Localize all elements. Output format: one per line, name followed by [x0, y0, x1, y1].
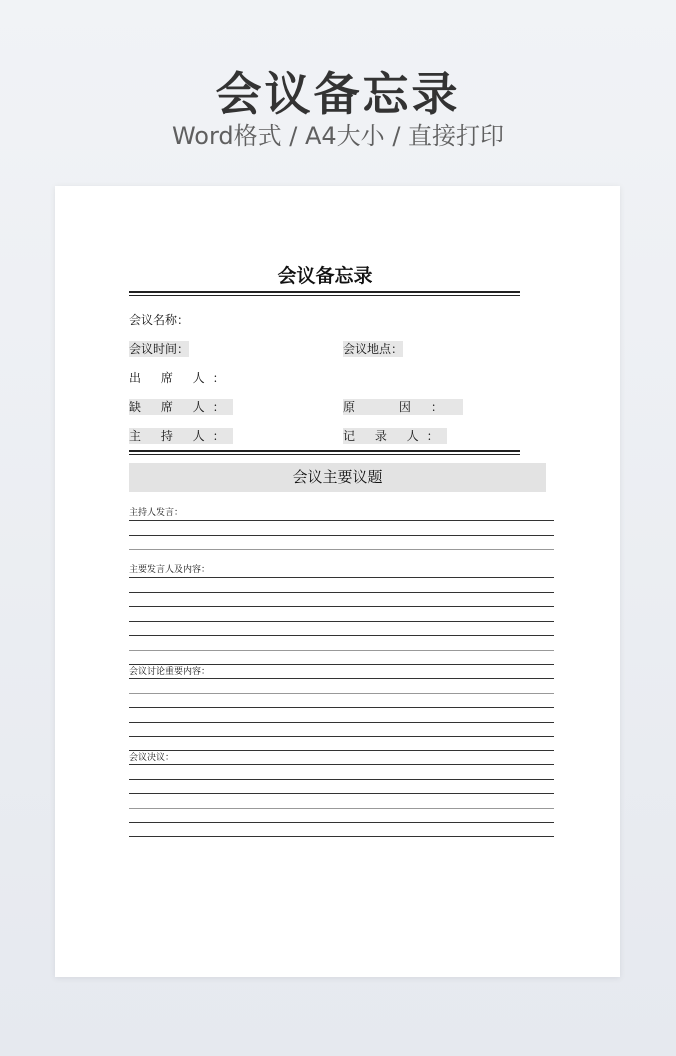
writing-line[interactable]	[129, 693, 554, 694]
absentees-field[interactable]	[129, 399, 233, 415]
document-page	[55, 186, 620, 977]
writing-line[interactable]	[129, 577, 554, 578]
writing-line[interactable]	[129, 822, 554, 823]
writing-line[interactable]	[129, 520, 554, 521]
fields-double-rule	[129, 450, 520, 455]
writing-line[interactable]	[129, 621, 554, 622]
attendees-field[interactable]	[129, 370, 233, 386]
writing-line[interactable]	[129, 736, 554, 737]
writing-line[interactable]	[129, 707, 554, 708]
page-subtitle: Word格式 / A4大小 / 直接打印	[171, 122, 505, 150]
meeting-place-field[interactable]	[343, 341, 403, 357]
meeting-name-field[interactable]	[129, 312, 189, 328]
writing-line[interactable]	[129, 606, 554, 607]
writing-line[interactable]	[129, 764, 554, 765]
absentees-label: 缺 席 人：	[129, 400, 233, 414]
host-speech-label: 主持人发言：	[129, 508, 184, 518]
page-title: 会议备忘录	[215, 67, 461, 121]
meeting-name-label: 会议名称：	[129, 313, 190, 327]
writing-line[interactable]	[129, 592, 554, 593]
title-double-rule	[129, 291, 520, 296]
writing-line[interactable]	[129, 678, 554, 679]
writing-line[interactable]	[129, 722, 554, 723]
meeting-place-label: 会议地点：	[343, 342, 404, 356]
meeting-time-label: 会议时间：	[129, 342, 190, 356]
writing-line[interactable]	[129, 635, 554, 636]
reason-label: 原 因：	[343, 400, 463, 414]
writing-line[interactable]	[129, 750, 554, 751]
discussion-label: 会议讨论重要内容：	[129, 667, 211, 677]
resolution-label: 会议决议：	[129, 753, 175, 763]
main-speakers-label: 主要发言人及内容：	[129, 565, 211, 575]
attendees-label: 出 席 人：	[129, 371, 233, 385]
recorder-label: 记 录 人：	[343, 429, 447, 443]
writing-line[interactable]	[129, 549, 554, 550]
writing-line[interactable]	[129, 650, 554, 651]
writing-line[interactable]	[129, 664, 554, 665]
recorder-field[interactable]	[343, 428, 447, 444]
meeting-time-field[interactable]	[129, 341, 189, 357]
writing-line[interactable]	[129, 808, 554, 809]
writing-line[interactable]	[129, 535, 554, 536]
writing-line[interactable]	[129, 793, 554, 794]
document-title: 会议备忘录	[277, 265, 373, 287]
writing-line[interactable]	[129, 836, 554, 837]
reason-field[interactable]	[343, 399, 463, 415]
writing-line[interactable]	[129, 779, 554, 780]
host-label: 主 持 人：	[129, 429, 233, 443]
main-topics-heading: 会议主要议题	[129, 463, 546, 492]
host-field[interactable]	[129, 428, 233, 444]
